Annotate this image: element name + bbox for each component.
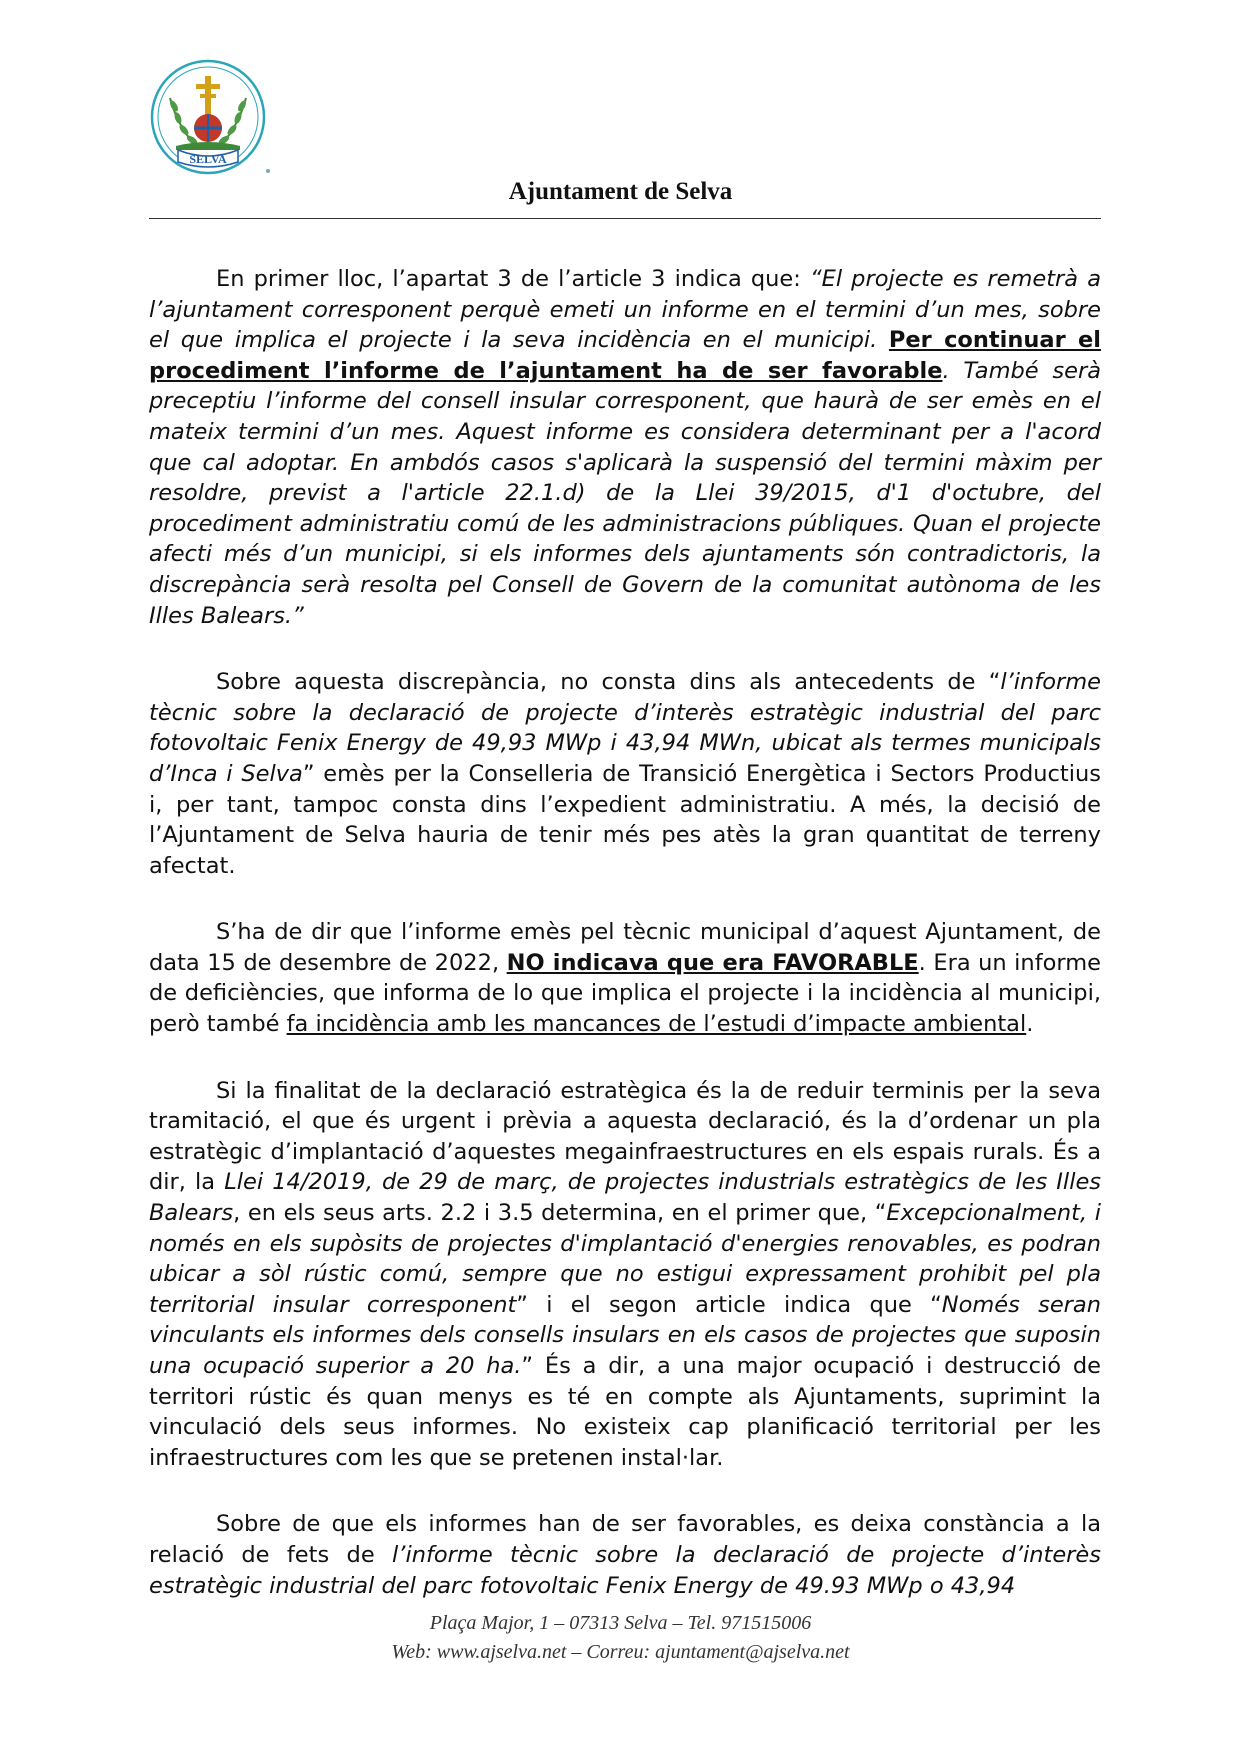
selva-coat-of-arms-logo (148, 58, 268, 176)
body-paragraph (149, 264, 1101, 631)
paragraph-text: , en els seus arts. 2.2 i 3.5 determina, en el primer que, “ (233, 1200, 887, 1227)
quoted-text: Llei 14/2019, de 29 de març, de projectes industrials estratègics de les Illes Balears (149, 1169, 1102, 1227)
quoted-text: “El projecte es remetrà a l’ajuntament corresponent perquè emeti un informe en el termini d’un mes, sobre el que implica el projecte i la seva incidència en el municipi. (149, 266, 1101, 354)
body-paragraph (149, 917, 1101, 1039)
paragraph-text: . Era un informe de deficiències, que informa de lo que implica el projecte i la incidència al municipi, però també (149, 949, 1101, 1038)
quoted-text: l’informe tècnic sobre la declaració de projecte d’interès estratègic industrial del parc fotovoltaic Fenix Energy de 49,93 MWp i 43,94 MWn, ubicat als termes municipals d’Inca i Selva (149, 669, 1101, 787)
quoted-text: . També serà preceptiu l’informe del consell insular corresponent, que haurà de ser emès en el mateix termini d’un mes. Aquest informe es considera determinant per a l'acord que cal adoptar. En ambdós casos s'aplicarà la suspensió del termini màxim per resoldre, previst a l'article 22.1.d) de la Llei 39/2015, d'1 d'octubre, del procediment administratiu comú de les administracions públiques. Quan el projecte afecti més d’un municipi, si els informes dels ajuntaments són contradictoris, la discrepància serà resolta pel Consell de Govern de la comunitat autònoma de les Illes Balears.” (149, 357, 1101, 629)
letter-body (149, 264, 1101, 1601)
paragraph-text: S’ha de dir que l’informe emès pel tècnic municipal d’aquest Ajuntament, de data 15 de desembre de 2022, (149, 919, 1101, 976)
emphasized-text: NO indicava que era FAVORABLE (506, 949, 919, 976)
decorative-dot (266, 169, 270, 173)
paragraph-text: ” És a dir, a una major ocupació i destrucció de territori rústic és quan menys es té en compte als Ajuntaments, suprimint la vinculació dels seus informes. No existeix cap planificació territorial per les infraestructures com les que se pretenen instal·lar. (149, 1353, 1101, 1471)
quoted-text: Només seran vinculants els informes dels consells insulars en els casos de projectes que suposin una ocupació superior a 20 ha. (149, 1291, 1101, 1379)
quoted-text: l’informe tècnic sobre la declaració de projecte d’interès estratègic industrial del parc fotovoltaic Fenix Energy de 49.93 MWp o 43,94 (149, 1541, 1101, 1599)
header-divider (149, 218, 1101, 219)
paragraph-text: Si la finalitat de la declaració estratègica és la de reduir terminis per la seva tramitació, el que és urgent i prèvia a aquesta declaració, és la d’ordenar un pla estratègic d’implantació d’aquestes megainfraestructures en els espais rurals. És a dir, la (149, 1077, 1101, 1196)
paragraph-text: . (1026, 1011, 1034, 1038)
body-paragraph (149, 1509, 1101, 1601)
paragraph-text: ” emès per la Conselleria de Transició Energètica i Sectors Productius i, per tant, tampoc consta dins l’expedient administratiu. A més, la decisió de l’Ajuntament de Selva hauria de tenir més pes atès la gran quantitat de terreny afectat. (149, 760, 1101, 879)
paragraph-text: Sobre de que els informes han de ser favorables, es deixa constància a la relació de fets de (149, 1511, 1101, 1568)
paragraph-text: En primer lloc, l’apartat 3 de l’article 3 indica que: (216, 266, 810, 292)
emphasized-text: Per continuar el procediment l’informe de l’ajuntament ha de ser favorable (149, 327, 1101, 384)
body-paragraph (149, 1076, 1101, 1474)
paragraph-text: ” i el segon article indica que “ (516, 1291, 942, 1318)
logo-text: SELVA (189, 152, 227, 166)
body-paragraph (149, 667, 1101, 881)
footer-address: Plaça Major, 1 – 07313 Selva – Tel. 971515006 (429, 1612, 812, 1634)
footer-contact: Web: www.ajselva.net – Correu: ajuntament@ajselva.net (391, 1641, 850, 1663)
organization-title: Ajuntament de Selva (508, 178, 733, 205)
paragraph-text: Sobre aquesta discrepància, no consta dins als antecedents de “ (216, 669, 1001, 696)
underlined-text: fa incidència amb les mancances de l’estudi d’impacte ambiental (286, 1011, 1027, 1038)
quoted-text: Excepcionalment, i només en els supòsits de projectes d'implantació d'energies renovables, es podran ubicar a sòl rústic comú, sempre que no estigui expressament prohibit pel pla territorial insular corresponent (149, 1200, 1101, 1318)
footer (0, 1609, 1241, 1667)
